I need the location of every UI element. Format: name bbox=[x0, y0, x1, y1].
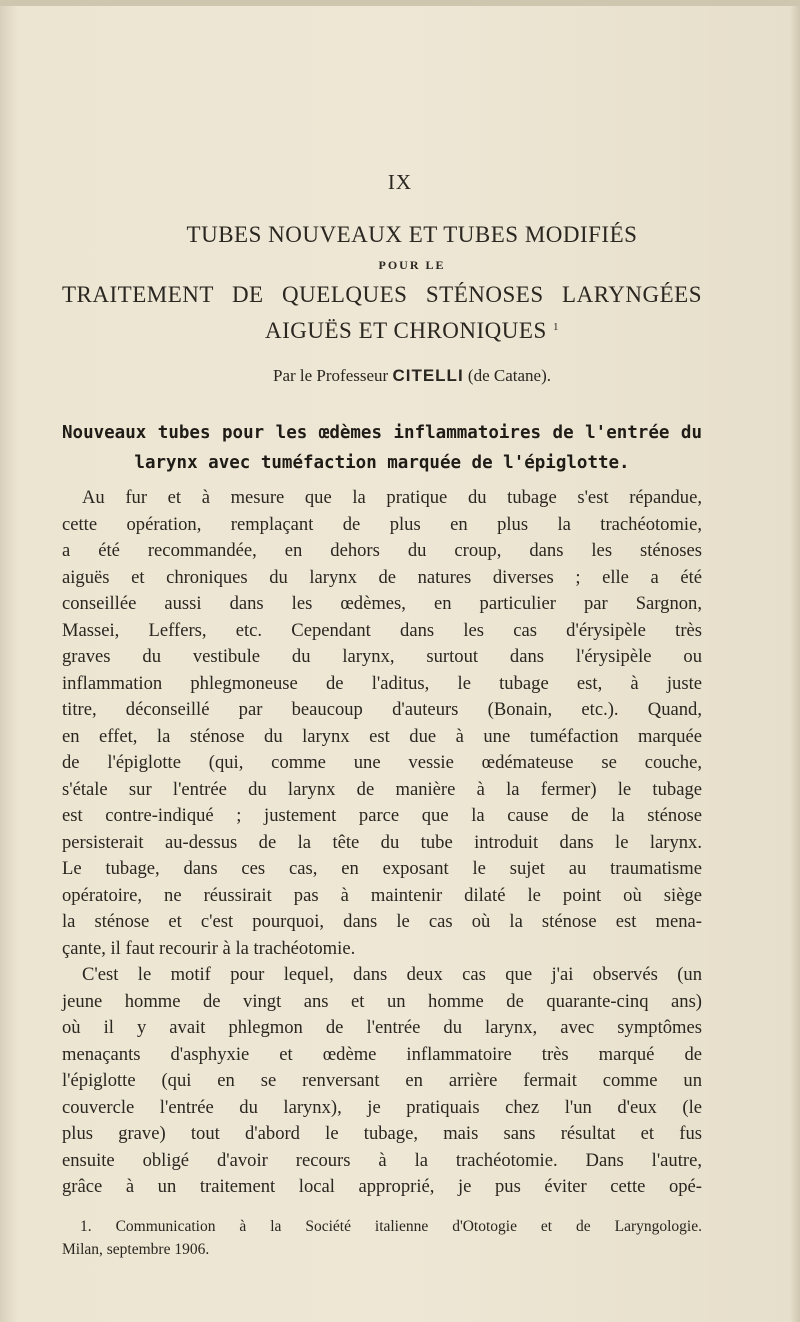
author-name: CITELLI bbox=[392, 366, 464, 385]
body-line: menaçants d'asphyxie et œdème inflammatoire très marqué de bbox=[62, 1043, 702, 1065]
footnote bbox=[62, 1215, 702, 1261]
section-heading-line-1: Nouveaux tubes pour les œdèmes inflammatoires de l'entrée du bbox=[62, 423, 702, 443]
body-line: couvercle l'entrée du larynx), je pratiquais chez l'un d'eux (le bbox=[62, 1096, 702, 1118]
body-line: Massei, Leffers, etc. Cependant dans les cas d'érysipèle très bbox=[62, 619, 702, 641]
author-line bbox=[62, 366, 762, 386]
chapter-number: IX bbox=[387, 170, 413, 194]
body-line: où il y avait phlegmon de l'entrée du larynx, avec symptômes bbox=[62, 1017, 702, 1038]
body-line: en effet, la sténose du larynx est due à une tuméfaction marquée bbox=[62, 725, 702, 747]
article-title-line-2: TRAITEMENT DE QUELQUES STÉNOSES LARYNGÉES bbox=[62, 282, 702, 307]
body-line: plus grave) tout d'abord le tubage, mais sans résultat et fus bbox=[62, 1123, 702, 1144]
body-line: persisterait au-dessus de la tête du tube introduit dans le larynx. bbox=[62, 831, 702, 853]
body-line: titre, déconseillé par beaucoup d'auteurs (Bonain, etc.). Quand, bbox=[62, 699, 702, 720]
body-line: opératoire, ne réussirait pas à maintenir dilaté le point où siège bbox=[62, 884, 702, 906]
section-heading bbox=[62, 418, 702, 478]
author-prefix: Par le Professeur bbox=[273, 366, 393, 385]
body-line: graves du vestibule du larynx, surtout dans l'érysipèle ou bbox=[62, 646, 702, 667]
body-line: est contre-indiqué ; justement parce que la cause de la sténose bbox=[62, 805, 702, 826]
article-title-line-1: TUBES NOUVEAUX ET TUBES MODIFIÉS bbox=[186, 222, 638, 247]
body-line: Le tubage, dans ces cas, en exposant le sujet au traumatisme bbox=[62, 858, 702, 879]
body-line: l'épiglotte (qui en se renversant en arrière fermait comme un bbox=[62, 1070, 702, 1091]
article-title-line-3-text: AIGUËS ET CHRONIQUES bbox=[265, 318, 547, 343]
body-line: cette opération, remplaçant de plus en plus la trachéotomie, bbox=[62, 513, 702, 535]
section-heading-line-2: larynx avec tuméfaction marquée de l'épiglotte. bbox=[134, 453, 630, 473]
body-line: s'étale sur l'entrée du larynx de manière à la fermer) le tubage bbox=[62, 778, 702, 800]
body-line: C'est le motif pour lequel, dans deux cas que j'ai observés (un bbox=[82, 964, 702, 985]
body-line: jeune homme de vingt ans et un homme de quarante-cinq ans) bbox=[62, 990, 702, 1012]
body-line: çante, il faut recourir à la trachéotomie. bbox=[62, 937, 356, 959]
page-top-edge bbox=[0, 0, 800, 6]
body-line: Au fur et à mesure que la pratique du tubage s'est répandue, bbox=[82, 487, 702, 508]
author-affiliation: (de Catane). bbox=[463, 366, 551, 385]
body-line: inflammation phlegmoneuse de l'aditus, le tubage est, à juste bbox=[62, 672, 702, 694]
body-line: conseillée aussi dans les œdèmes, en particulier par Sargnon, bbox=[62, 593, 702, 614]
body-line: grâce à un traitement local approprié, je pus éviter cette opé- bbox=[62, 1176, 702, 1197]
body-line: de l'épiglotte (qui, comme une vessie œdémateuse se couche, bbox=[62, 752, 702, 773]
footnote-reference-mark[interactable]: 1 bbox=[553, 321, 559, 333]
footnote-line-2: Milan, septembre 1906. bbox=[62, 1241, 210, 1258]
article-title-connector: POUR LE bbox=[378, 258, 446, 272]
body-text bbox=[62, 485, 702, 1201]
body-line: a été recommandée, en dehors du croup, dans les sténoses bbox=[62, 540, 702, 561]
body-line: ensuite obligé d'avoir recours à la trachéotomie. Dans l'autre, bbox=[62, 1149, 702, 1171]
body-line: la sténose et c'est pourquoi, dans le cas où la sténose est mena- bbox=[62, 911, 702, 932]
footnote-line-1: 1. Communication à la Société italienne d'Ototogie et de Laryngologie. bbox=[80, 1218, 702, 1235]
article-title-line-3 bbox=[62, 318, 762, 344]
body-line: aiguës et chroniques du larynx de natures diverses ; elle a été bbox=[62, 566, 702, 588]
